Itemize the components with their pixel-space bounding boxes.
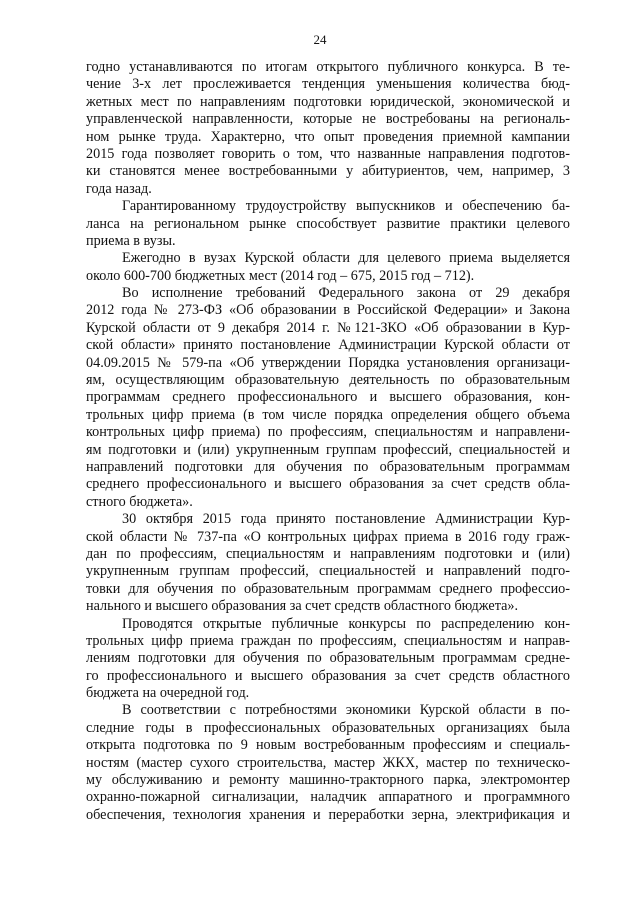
text-line: Ежегодно в вузах Курской области для целевого приема выделяется [122, 250, 570, 267]
text-line: приема в вузы. [86, 232, 176, 249]
text-line: охранно-пожарной сигнализации, наладчик аппаратного и программного [86, 789, 570, 806]
text-line: товки для обучения по образовательным программам среднего профессио- [86, 580, 570, 597]
text-line: трольных цифр приема граждан по профессиям, специальностям и направ- [86, 632, 570, 649]
text-line: стного бюджета». [86, 493, 193, 510]
body-text [86, 59, 570, 824]
text-line: ланса на региональном рынке способствует развитие практики целевого [86, 215, 570, 232]
text-line: Курской области от 9 декабря 2014 г. №121-ЗКО «Об образовании в Кур- [86, 319, 570, 336]
text-line: 2012 года № 273-ФЗ «Об образовании в Российской Федерации» и Закона [86, 302, 570, 319]
text-line: Проводятся открытые публичные конкурсы по распределению кон- [122, 615, 570, 632]
text-line: 04.09.2015 № 579-па «Об утверждении Порядка установления организаци- [86, 354, 570, 371]
text-line: трольных цифр приема (в том числе порядка определения общего объема [86, 406, 570, 423]
text-line: нального и высшего образования за счет средств областного бюджета». [86, 598, 519, 615]
text-line: му обслуживанию и ремонту машинно-тракторного парка, электромонтер [86, 772, 570, 789]
text-line: около 600-700 бюджетных мест (2014 год – 675, 2015 год – 712). [86, 267, 475, 284]
text-line: 2015 года позволяет говорить о том, что названные направления подготов- [86, 145, 570, 162]
text-line: управленческой направленности, которые не востребованы на региональ- [86, 111, 570, 128]
text-line: Во исполнение требований Федерального закона от 29 декабря [122, 285, 570, 302]
text-line: укрупненным группам профессий, специальностей и направлений подго- [86, 563, 570, 580]
text-line: В соответствии с потребностями экономики Курской области в по- [122, 702, 570, 719]
text-line: лениям подготовки для обучения по образовательным программам средне- [86, 650, 570, 667]
text-line: ностям (мастер сухого строительства, мастер ЖКХ, мастер по техническо- [86, 754, 570, 771]
text-line: годно устанавливаются по итогам открытого публичного конкурса. В те- [86, 59, 570, 75]
text-line: ям, осуществляющим образовательную деятельность по образовательным [86, 372, 570, 389]
text-line: открыта подготовка по 9 новым востребованным профессиям и специаль- [86, 737, 570, 754]
text-line: года назад. [86, 180, 152, 197]
text-line: бюджета на очередной год. [86, 685, 250, 702]
text-line: программам среднего профессионального и высшего образования, кон- [86, 389, 570, 406]
text-line: го профессионального и высшего образования за счет средств областного [86, 667, 570, 684]
text-line: среднего профессионального и высшего образования за счет средств обла- [86, 476, 570, 493]
text-line: направлений подготовки для обучения по образовательным программам [86, 458, 570, 475]
text-line: ном рынке труда. Характерно, что опыт проведения приемной кампании [86, 128, 570, 145]
text-line: чение 3-х лет прослеживается тенденция уменьшения количества бюд- [86, 76, 570, 93]
text-line: 30 октября 2015 года принято постановление Администрации Кур- [122, 511, 570, 528]
text-line: обеспечения, технология хранения и переработки зерна, электрификация и [86, 806, 570, 823]
text-line: жетных мест по направлениям подготовки юридической, экономической и [86, 93, 570, 110]
text-line: Гарантированному трудоустройству выпускников и обеспечению ба- [122, 198, 570, 215]
page-number: 24 [313, 32, 327, 47]
text-line: ки становятся менее востребованными у абитуриентов, чем, например, 3 [86, 163, 570, 180]
text-line: дан по профессиям, специальностям и направлениям подготовки и (или) [86, 545, 570, 562]
text-line: следние годы в профессиональных образовательных организациях была [86, 719, 570, 736]
text-line: ской области № 737-па «О контрольных цифрах приема в 2016 году граж- [86, 528, 570, 545]
text-line: ской области» принято постановление Администрации Курской области от [86, 337, 570, 354]
text-line: ям подготовки и (или) укрупненным группам профессий, специальностей и [86, 441, 570, 458]
text-line: контрольных цифр приема) по профессиям, специальностям и направлени- [86, 424, 570, 441]
